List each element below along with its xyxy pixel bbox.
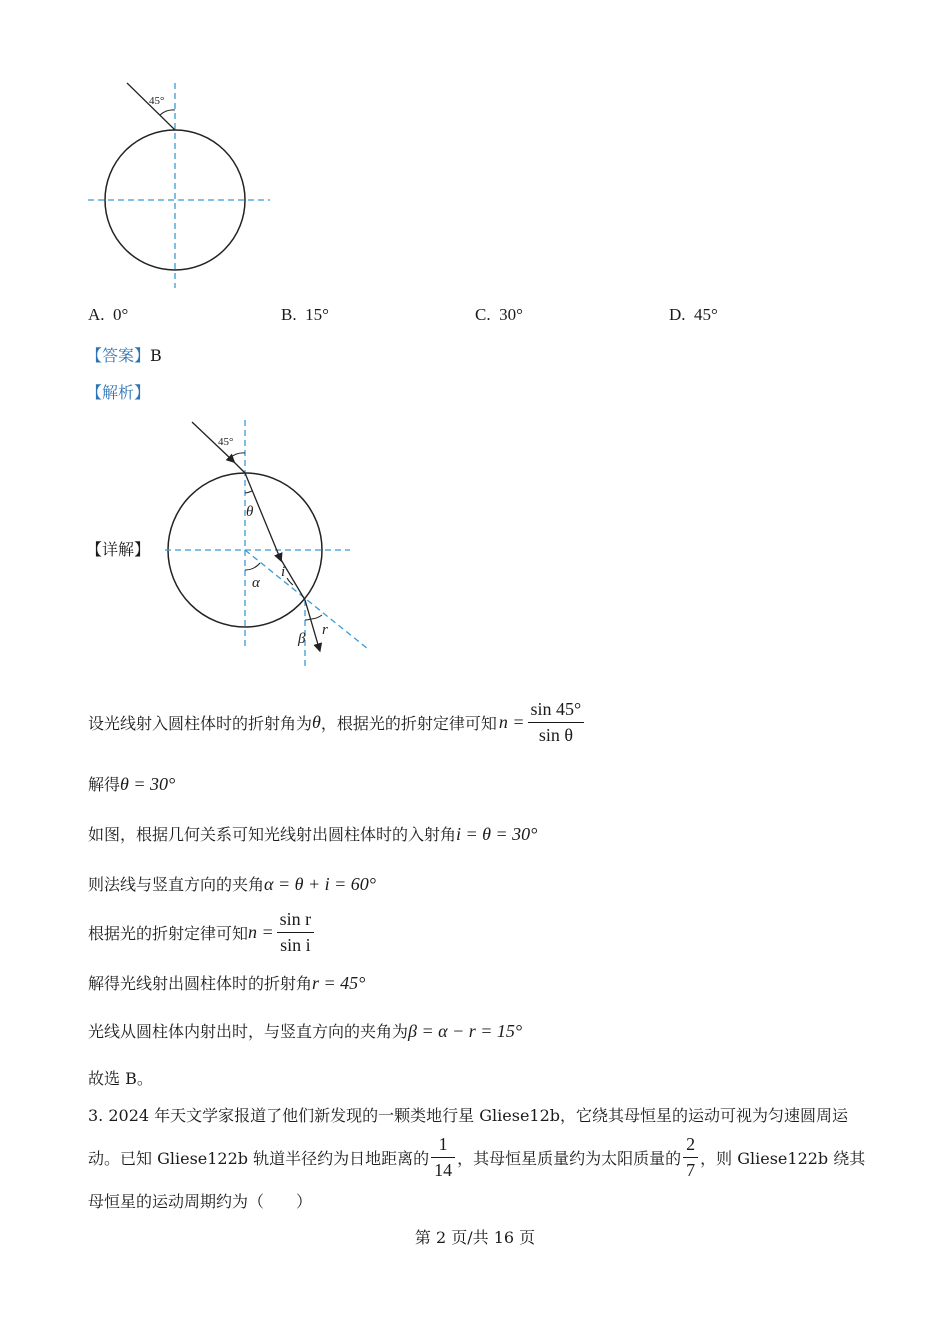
option-a[interactable]: A. 0° bbox=[88, 305, 129, 324]
beta-label: β bbox=[298, 631, 306, 647]
angle-label-45: 45° bbox=[149, 95, 165, 107]
step-7: 光线从圆柱体内射出时，与竖直方向的夹角为β = α − r = 15° bbox=[88, 1021, 523, 1041]
angle-arc bbox=[160, 110, 175, 115]
angle-arc-45 bbox=[230, 453, 245, 458]
analysis-tag: 【解析】 bbox=[86, 383, 151, 402]
theta-arc bbox=[245, 491, 252, 493]
fraction-1-14: $\frac{1}{14}$ bbox=[431, 1134, 455, 1181]
option-b[interactable]: B. 15° bbox=[281, 305, 329, 324]
beta-arc bbox=[305, 619, 311, 620]
alpha-label: α bbox=[252, 575, 260, 591]
theta-label: θ bbox=[246, 504, 254, 520]
question-3-line-3: 母恒星的运动周期约为（ ） bbox=[88, 1192, 313, 1211]
answer-tag: 【答案】 bbox=[86, 346, 151, 365]
step-5: 根据光的折射定律可知 n = $\frac{\text{sin r}}{\text{sin i}}$ bbox=[88, 908, 314, 956]
answer-line bbox=[86, 343, 162, 366]
fraction-2-7: $\frac{2}{7}$ bbox=[683, 1134, 698, 1181]
incident-ray-2b bbox=[232, 460, 245, 473]
step-4: 则法线与竖直方向的夹角α = θ + i = 60° bbox=[88, 874, 376, 894]
question-3-line-2: 动。已知 Gliese122b 轨道半径约为日地距离的 $\frac{1}{14}$ ，其母恒星质量约为太阳质量的 $\frac{2}{7}$ ，则 Gliese122b 绕其 bbox=[88, 1133, 866, 1180]
step-3: 如图，根据几何关系可知光线射出圆柱体时的入射角i = θ = 30° bbox=[88, 824, 538, 844]
option-c[interactable]: C. 30° bbox=[475, 305, 523, 324]
detail-tag: 【详解】 bbox=[86, 540, 151, 559]
step-2: 解得θ = 30° bbox=[88, 774, 176, 794]
angle-label-45-2: 45° bbox=[218, 436, 234, 448]
fraction-sinr-over-sini: $\frac{\text{sin r}}{\text{sin i}}$ bbox=[277, 909, 315, 956]
r-arc bbox=[311, 615, 322, 619]
answer-value: B bbox=[150, 346, 162, 365]
normal-line bbox=[245, 550, 368, 649]
step-8: 故选 B。 bbox=[88, 1069, 153, 1088]
question-3-line-1: 3. 2024 年天文学家报道了他们新发现的一颗类地行星 Gliese12b，它绕其母恒星的运动可视为匀速圆周运 bbox=[88, 1106, 849, 1125]
step-1: 设光线射入圆柱体时的折射角为 θ ，根据光的折射定律可知 n = $\frac{\sin 45^\circ}{\text{sin θ}}$ bbox=[88, 697, 584, 747]
option-d[interactable]: D. 45° bbox=[669, 305, 718, 324]
figure-2-diagram bbox=[160, 415, 380, 680]
step-6: 解得光线射出圆柱体时的折射角r = 45° bbox=[88, 973, 366, 993]
r-label: r bbox=[322, 622, 328, 638]
page-footer: 第 2 页/共 16 页 bbox=[414, 1228, 536, 1247]
i-label: i bbox=[281, 564, 286, 580]
alpha-arc bbox=[245, 563, 260, 570]
fraction-sin45-over-sintheta: $\frac{\sin 45^\circ}{\text{sin θ}}$ bbox=[528, 699, 585, 746]
figure-1-diagram bbox=[80, 75, 280, 295]
